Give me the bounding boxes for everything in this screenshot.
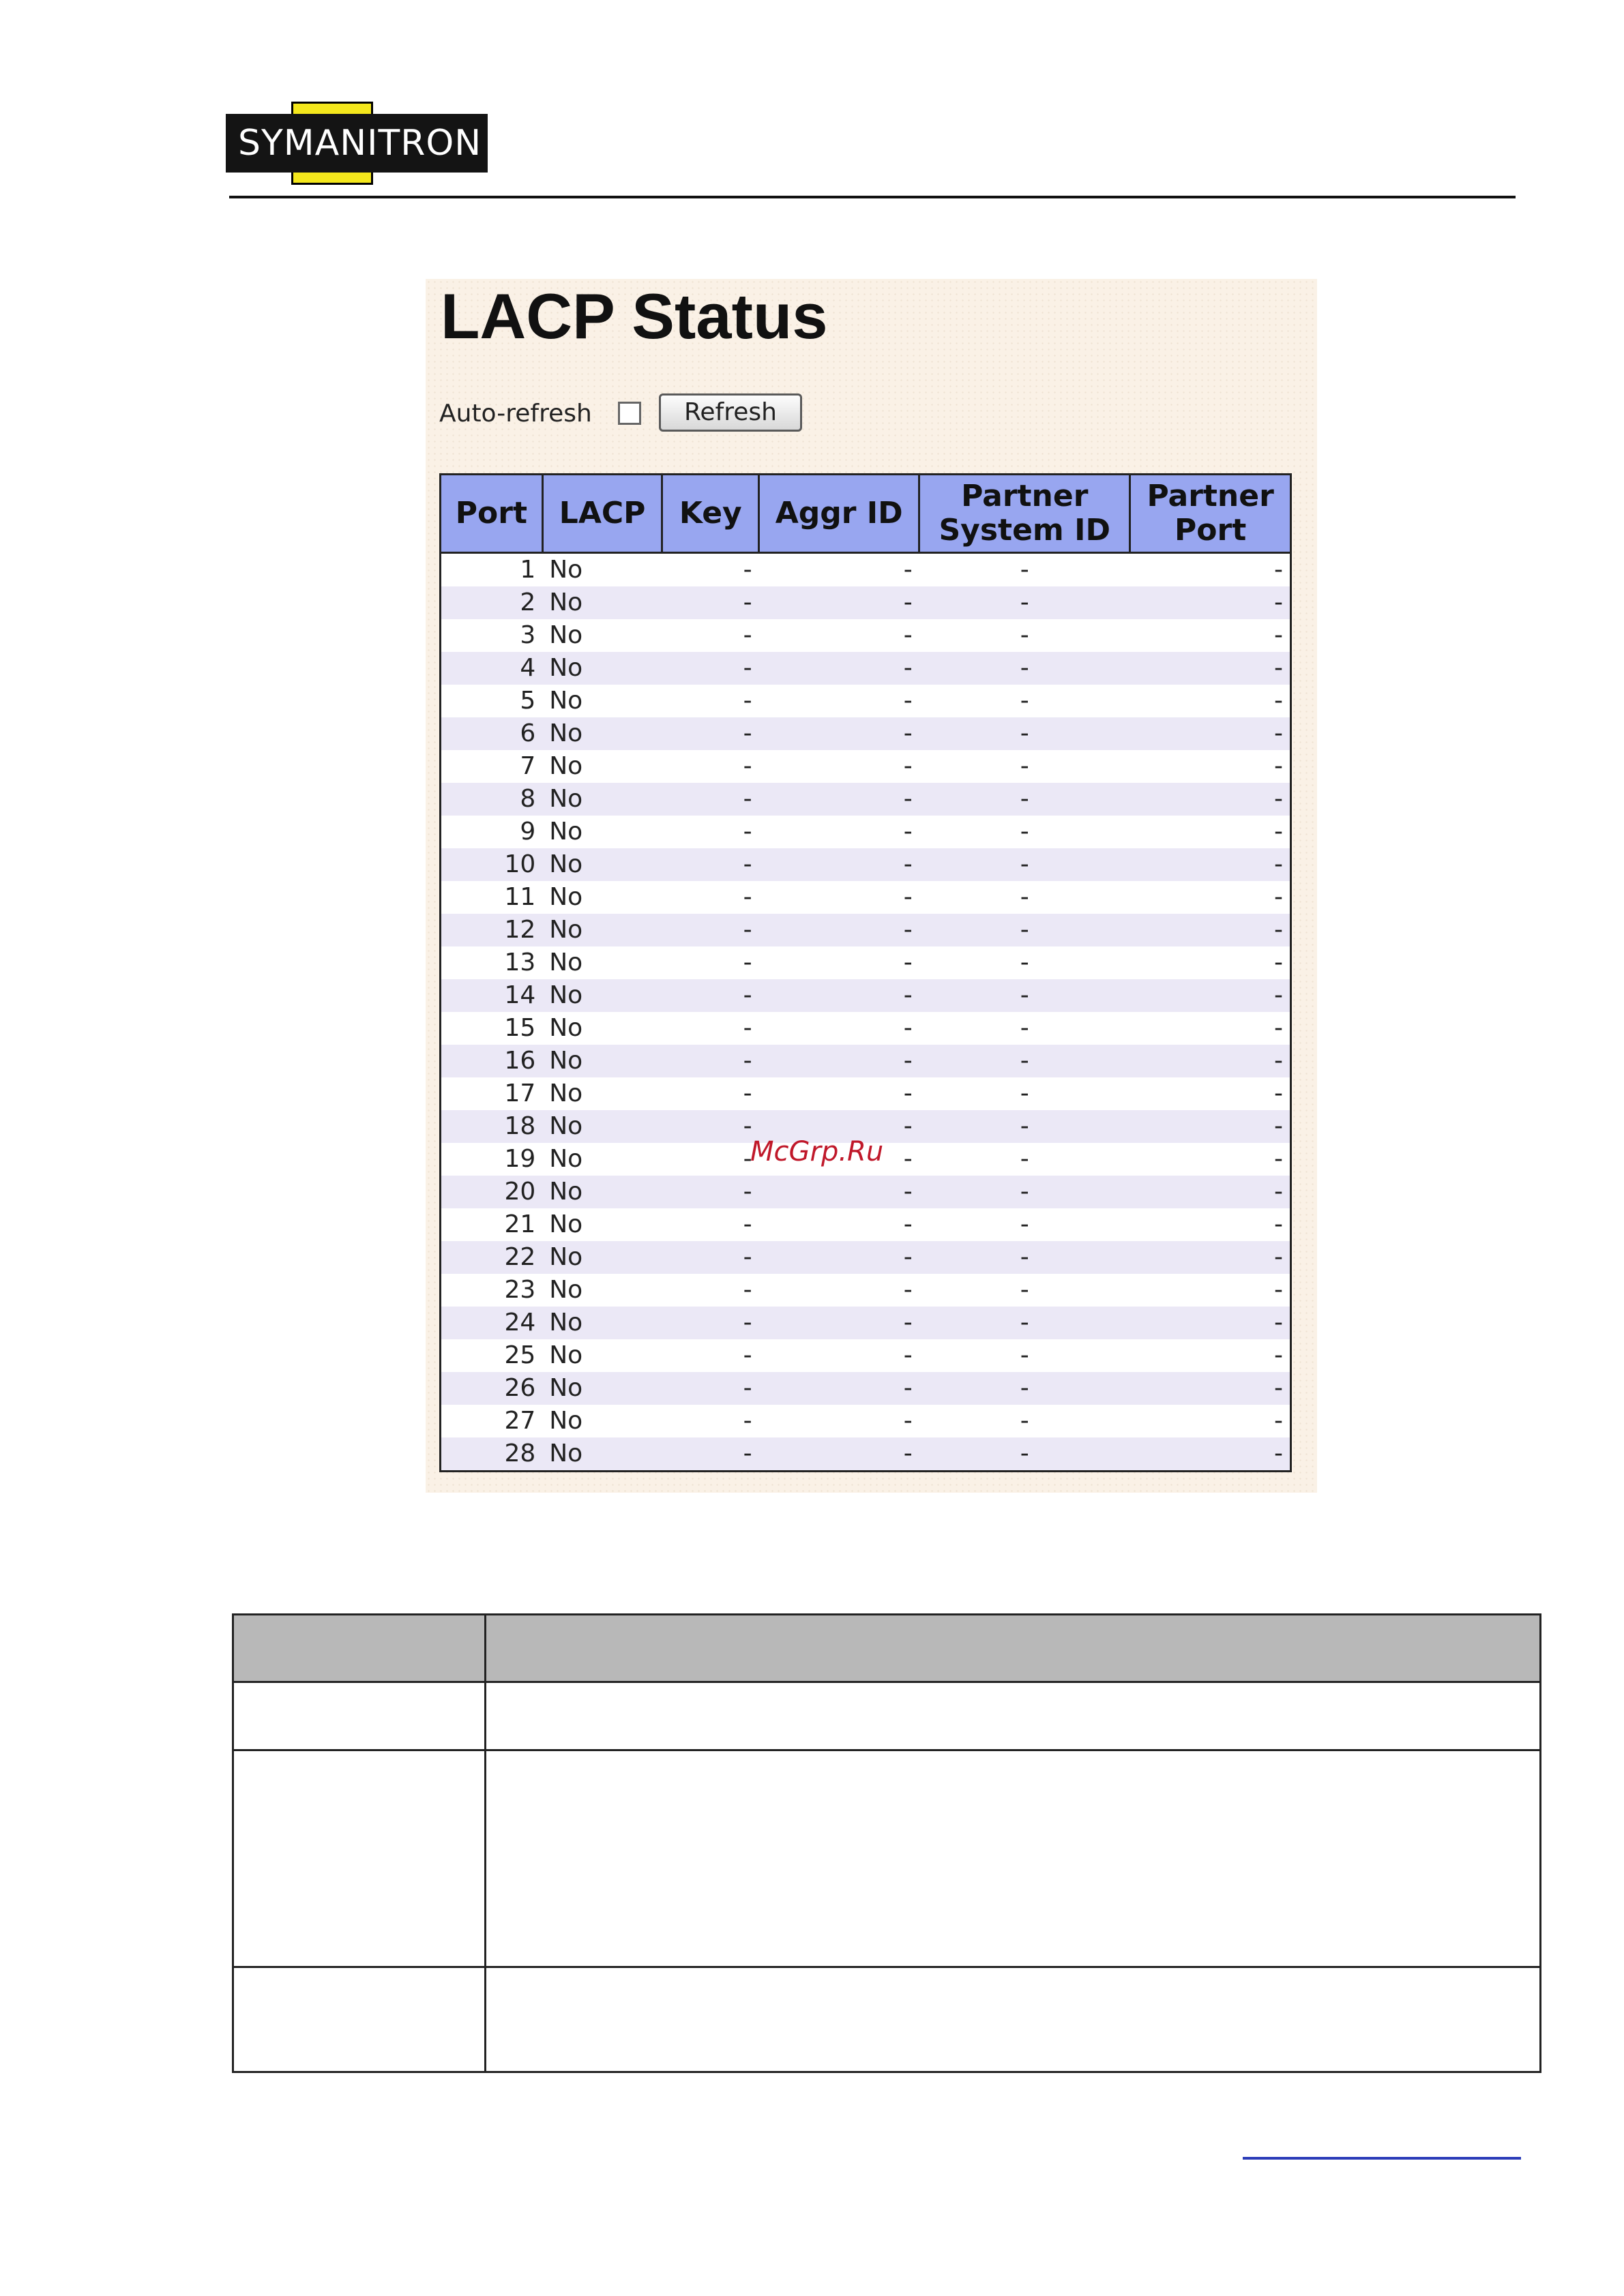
cell-lacp: No (549, 752, 583, 780)
cell-key: - (743, 588, 752, 616)
table-row (441, 652, 1291, 685)
cell-key: - (743, 1341, 752, 1369)
cell-partner-system-id: - (1020, 1309, 1029, 1337)
table-row (441, 1339, 1291, 1372)
cell-aggr-id: - (903, 949, 913, 976)
column-header-partner-system-id: Partner System ID (919, 475, 1130, 553)
cell-aggr-id: - (903, 752, 913, 780)
cell-aggr-id: - (903, 785, 913, 813)
cell-key: - (743, 1309, 752, 1337)
cell-partner-system-id: - (1020, 785, 1029, 813)
cell-aggr-id: - (903, 883, 913, 911)
cell-lacp: No (549, 981, 583, 1009)
cell-lacp: No (549, 916, 583, 944)
cell-key: - (743, 916, 752, 944)
cell-lacp: No (549, 1341, 583, 1369)
cell-partner-port: - (1274, 1276, 1283, 1304)
table-row (441, 881, 1291, 914)
cell-partner-port: - (1274, 1374, 1283, 1402)
cell-key: - (743, 818, 752, 846)
cell-partner-port: - (1274, 752, 1283, 780)
cell-aggr-id: - (903, 1374, 913, 1402)
cell-key: - (743, 1047, 752, 1075)
cell-key: - (743, 1276, 752, 1304)
cell-partner-port: - (1274, 588, 1283, 616)
table-row (441, 946, 1291, 979)
cell-aggr-id: - (903, 1210, 913, 1238)
cell-aggr-id: - (903, 1145, 913, 1173)
cell-partner-system-id: - (1020, 1014, 1029, 1042)
table-row (441, 1012, 1291, 1045)
cell-port: 19 (504, 1145, 536, 1173)
cell-aggr-id: - (903, 1309, 913, 1337)
header-divider (229, 196, 1516, 198)
cell-partner-system-id: - (1020, 916, 1029, 944)
cell-partner-system-id: - (1020, 1440, 1029, 1467)
cell-partner-system-id: - (1020, 1276, 1029, 1304)
cell-key: - (743, 1243, 752, 1271)
cell-partner-system-id: - (1020, 949, 1029, 976)
cell-partner-port: - (1274, 1112, 1283, 1140)
cell-aggr-id: - (903, 687, 913, 715)
cell-port: 16 (504, 1047, 536, 1075)
cell-partner-system-id: - (1020, 588, 1029, 616)
cell-key: - (743, 1440, 752, 1467)
cell-partner-port: - (1274, 654, 1283, 682)
cell-key: - (743, 687, 752, 715)
cell-lacp: No (549, 687, 583, 715)
cell-port: 27 (504, 1407, 536, 1435)
table-cell (233, 1615, 486, 1682)
cell-lacp: No (549, 1014, 583, 1042)
table-cell (233, 1750, 486, 1967)
cell-aggr-id: - (903, 916, 913, 944)
cell-lacp: No (549, 1276, 583, 1304)
cell-aggr-id: - (903, 1079, 913, 1107)
cell-aggr-id: - (903, 1407, 913, 1435)
cell-lacp: No (549, 1374, 583, 1402)
cell-port: 4 (520, 654, 536, 682)
cell-partner-system-id: - (1020, 1374, 1029, 1402)
cell-aggr-id: - (903, 1014, 913, 1042)
cell-lacp: No (549, 1047, 583, 1075)
cell-lacp: No (549, 818, 583, 846)
table-cell (233, 1682, 486, 1750)
symanitron-logo (226, 102, 488, 185)
cell-partner-port: - (1274, 949, 1283, 976)
cell-lacp: No (549, 556, 583, 584)
cell-lacp: No (549, 1243, 583, 1271)
cell-partner-system-id: - (1020, 1079, 1029, 1107)
cell-partner-port: - (1274, 1047, 1283, 1075)
table-row (441, 1307, 1291, 1339)
cell-aggr-id: - (903, 588, 913, 616)
cell-port: 26 (504, 1374, 536, 1402)
cell-port: 1 (520, 556, 536, 584)
cell-partner-system-id: - (1020, 654, 1029, 682)
cell-partner-system-id: - (1020, 752, 1029, 780)
table-row (441, 783, 1291, 816)
table-row (441, 1372, 1291, 1405)
cell-lacp: No (549, 1145, 583, 1173)
cell-lacp: No (549, 1079, 583, 1107)
cell-partner-system-id: - (1020, 1112, 1029, 1140)
cell-partner-port: - (1274, 1079, 1283, 1107)
cell-port: 10 (504, 850, 536, 878)
cell-port: 18 (504, 1112, 536, 1140)
column-header-key: Key (662, 475, 759, 553)
cell-port: 7 (520, 752, 536, 780)
cell-aggr-id: - (903, 1341, 913, 1369)
lacp-status-table (439, 473, 1292, 1472)
cell-partner-port: - (1274, 1341, 1283, 1369)
table-row (441, 1045, 1291, 1077)
cell-port: 21 (504, 1210, 536, 1238)
auto-refresh-label: Auto-refresh (439, 400, 592, 428)
cell-partner-port: - (1274, 556, 1283, 584)
cell-partner-system-id: - (1020, 621, 1029, 649)
table-row (441, 619, 1291, 652)
table-cell (486, 1967, 1541, 2072)
table-row (441, 1077, 1291, 1110)
description-row (233, 1750, 1541, 1967)
cell-partner-system-id: - (1020, 883, 1029, 911)
cell-partner-port: - (1274, 1440, 1283, 1467)
refresh-button[interactable]: Refresh (659, 393, 802, 432)
cell-port: 8 (520, 785, 536, 813)
cell-port: 24 (504, 1309, 536, 1337)
description-row (233, 1682, 1541, 1750)
table-cell (486, 1682, 1541, 1750)
table-cell (486, 1750, 1541, 1967)
cell-lacp: No (549, 621, 583, 649)
cell-port: 20 (504, 1178, 536, 1206)
cell-aggr-id: - (903, 1243, 913, 1271)
logo-wordmark: SYMANITRON (238, 123, 482, 164)
table-row (441, 1274, 1291, 1307)
cell-port: 15 (504, 1014, 536, 1042)
table-row (441, 717, 1291, 750)
cell-key: - (743, 981, 752, 1009)
cell-key: - (743, 1014, 752, 1042)
cell-aggr-id: - (903, 556, 913, 584)
cell-partner-system-id: - (1020, 1407, 1029, 1435)
cell-key: - (743, 1210, 752, 1238)
cell-port: 28 (504, 1440, 536, 1467)
cell-port: 25 (504, 1341, 536, 1369)
cell-partner-port: - (1274, 1014, 1283, 1042)
cell-port: 6 (520, 719, 536, 747)
cell-partner-port: - (1274, 1178, 1283, 1206)
cell-partner-system-id: - (1020, 1145, 1029, 1173)
table-cell (233, 1967, 486, 2072)
column-header-port: Port (441, 475, 543, 553)
table-row (441, 979, 1291, 1012)
cell-key: - (743, 883, 752, 911)
cell-port: 12 (504, 916, 536, 944)
cell-partner-system-id: - (1020, 1243, 1029, 1271)
cell-key: - (743, 654, 752, 682)
table-row (441, 1437, 1291, 1472)
cell-partner-system-id: - (1020, 981, 1029, 1009)
cell-aggr-id: - (903, 1178, 913, 1206)
table-row (441, 1405, 1291, 1437)
cell-partner-system-id: - (1020, 1210, 1029, 1238)
cell-key: - (743, 1112, 752, 1140)
cell-partner-port: - (1274, 1309, 1283, 1337)
table-cell (486, 1615, 1541, 1682)
cell-partner-port: - (1274, 1243, 1283, 1271)
footer-link-underline[interactable] (1243, 2157, 1521, 2160)
cell-key: - (743, 1178, 752, 1206)
cell-key: - (743, 1374, 752, 1402)
cell-lacp: No (549, 654, 583, 682)
cell-port: 5 (520, 687, 536, 715)
table-row (441, 1176, 1291, 1208)
cell-lacp: No (549, 1210, 583, 1238)
cell-port: 13 (504, 949, 536, 976)
description-header-row (233, 1615, 1541, 1682)
cell-lacp: No (549, 719, 583, 747)
cell-lacp: No (549, 1178, 583, 1206)
page-title: LACP Status (441, 280, 828, 352)
column-header-lacp: LACP (542, 475, 662, 553)
cell-partner-port: - (1274, 1145, 1283, 1173)
cell-port: 2 (520, 588, 536, 616)
cell-aggr-id: - (903, 1047, 913, 1075)
cell-partner-system-id: - (1020, 1047, 1029, 1075)
table-row (441, 1241, 1291, 1274)
cell-partner-system-id: - (1020, 556, 1029, 584)
auto-refresh-checkbox[interactable] (618, 402, 641, 425)
column-header-partner-port: Partner Port (1130, 475, 1291, 553)
cell-port: 11 (504, 883, 536, 911)
cell-key: - (743, 1145, 752, 1173)
cell-partner-system-id: - (1020, 850, 1029, 878)
cell-partner-port: - (1274, 687, 1283, 715)
table-row (441, 848, 1291, 881)
cell-key: - (743, 949, 752, 976)
cell-port: 23 (504, 1276, 536, 1304)
cell-aggr-id: - (903, 719, 913, 747)
cell-partner-system-id: - (1020, 1341, 1029, 1369)
cell-partner-system-id: - (1020, 687, 1029, 715)
cell-partner-port: - (1274, 719, 1283, 747)
cell-partner-port: - (1274, 621, 1283, 649)
cell-port: 22 (504, 1243, 536, 1271)
table-row (441, 553, 1291, 587)
cell-partner-port: - (1274, 1210, 1283, 1238)
description-table (232, 1613, 1541, 2073)
cell-lacp: No (549, 1309, 583, 1337)
cell-partner-system-id: - (1020, 1178, 1029, 1206)
lacp-status-panel (426, 279, 1317, 1493)
cell-port: 3 (520, 621, 536, 649)
cell-key: - (743, 1407, 752, 1435)
cell-lacp: No (549, 785, 583, 813)
cell-aggr-id: - (903, 981, 913, 1009)
cell-partner-port: - (1274, 785, 1283, 813)
cell-aggr-id: - (903, 1276, 913, 1304)
cell-partner-system-id: - (1020, 719, 1029, 747)
cell-aggr-id: - (903, 1112, 913, 1140)
watermark-text: McGrp.Ru (750, 1136, 884, 1167)
table-row (441, 914, 1291, 946)
cell-partner-port: - (1274, 818, 1283, 846)
cell-lacp: No (549, 850, 583, 878)
cell-port: 14 (504, 981, 536, 1009)
table-row (441, 586, 1291, 619)
cell-lacp: No (549, 1112, 583, 1140)
cell-port: 9 (520, 818, 536, 846)
table-row (441, 1208, 1291, 1241)
table-header-row (441, 475, 1291, 553)
cell-key: - (743, 850, 752, 878)
table-row (441, 685, 1291, 717)
cell-key: - (743, 556, 752, 584)
cell-key: - (743, 719, 752, 747)
cell-partner-port: - (1274, 1407, 1283, 1435)
cell-aggr-id: - (903, 1440, 913, 1467)
column-header-aggr-id: Aggr ID (759, 475, 919, 553)
cell-key: - (743, 621, 752, 649)
description-row (233, 1967, 1541, 2072)
cell-partner-port: - (1274, 981, 1283, 1009)
cell-lacp: No (549, 1407, 583, 1435)
cell-partner-system-id: - (1020, 818, 1029, 846)
table-row (441, 750, 1291, 783)
cell-key: - (743, 785, 752, 813)
cell-aggr-id: - (903, 850, 913, 878)
cell-partner-port: - (1274, 916, 1283, 944)
cell-partner-port: - (1274, 883, 1283, 911)
cell-aggr-id: - (903, 654, 913, 682)
cell-aggr-id: - (903, 621, 913, 649)
cell-lacp: No (549, 883, 583, 911)
cell-port: 17 (504, 1079, 536, 1107)
cell-partner-port: - (1274, 850, 1283, 878)
cell-key: - (743, 1079, 752, 1107)
table-row (441, 816, 1291, 848)
cell-lacp: No (549, 1440, 583, 1467)
cell-aggr-id: - (903, 818, 913, 846)
cell-key: - (743, 752, 752, 780)
cell-lacp: No (549, 588, 583, 616)
cell-lacp: No (549, 949, 583, 976)
